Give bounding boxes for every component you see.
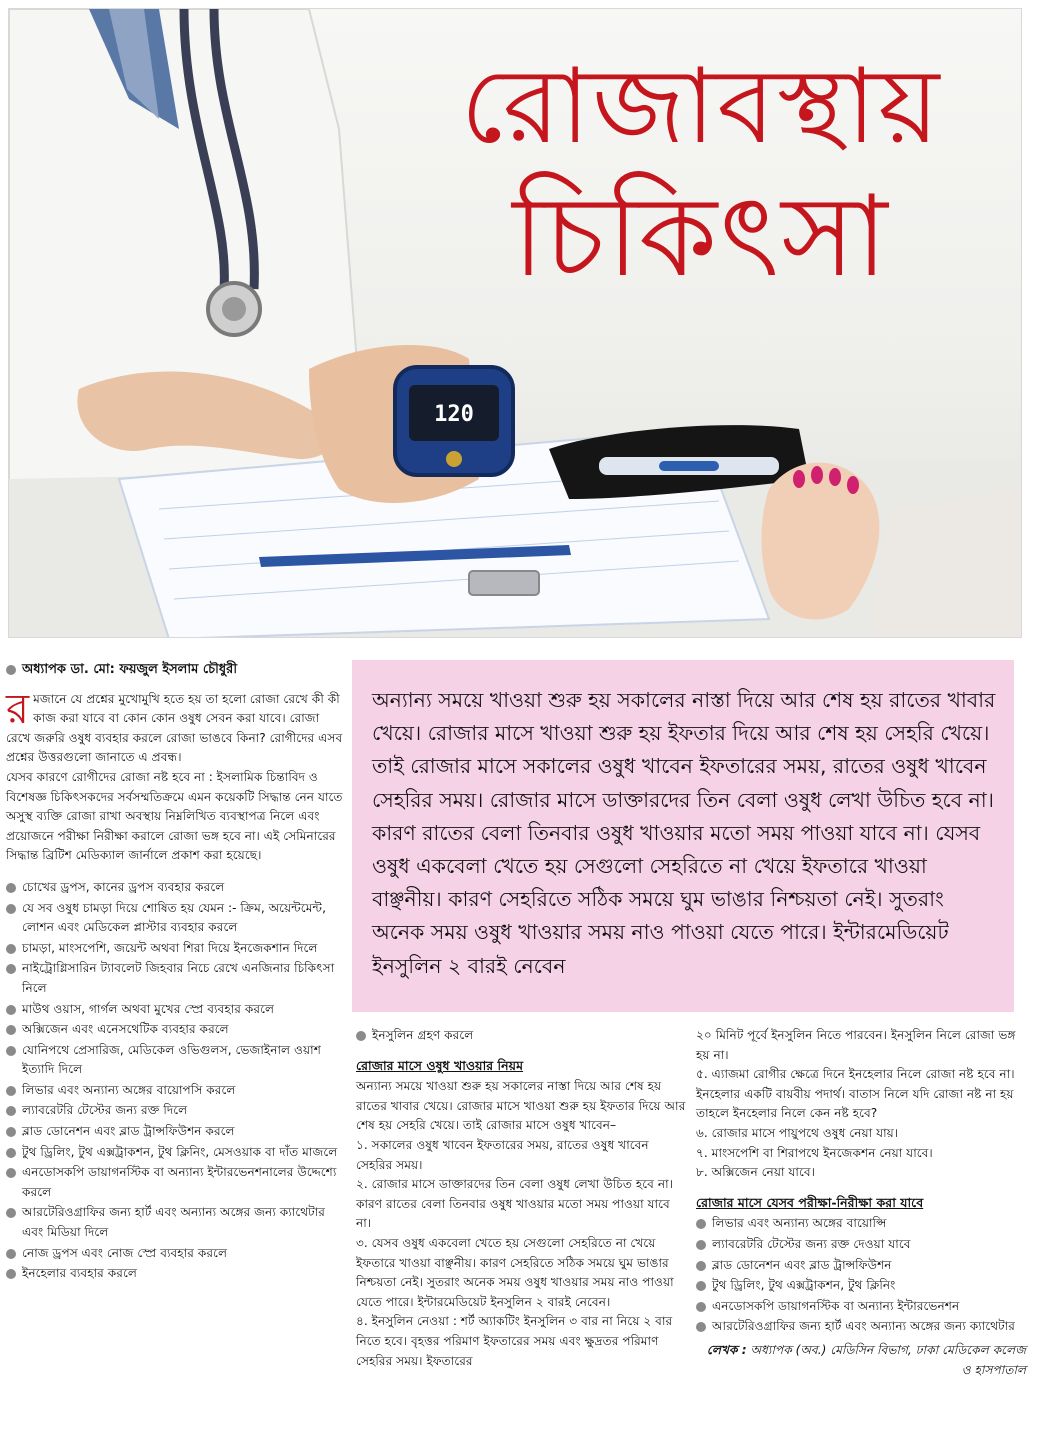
- bullet-icon: [6, 1249, 16, 1259]
- bullet-icon: [6, 1025, 16, 1035]
- headline: [421, 47, 981, 301]
- list-item-text: নোজ ড্রপস এবং নোজ স্প্রে ব্যবহার করলে: [22, 1245, 228, 1260]
- list-item-text: নাইট্রোগ্লিসারিন ট্যাবলেট জিহবার নিচে রেখে এনজিনার চিকিৎসা নিলে: [22, 961, 335, 995]
- mid-intro: অন্যান্য সময়ে খাওয়া শুরু হয় সকালের নাস্তা দিয়ে আর শেষ হয় রাতের খাবার খেয়ে। রোজার মাসে খাওয়া শুরু হয় ইফতার দিয়ে আর শেষ হয় সেহরি খেয়ে। তাই রোজার মাসে ওষুধ খাবেন–: [356, 1079, 686, 1133]
- left-column: [6, 660, 346, 1285]
- list-item: [6, 1122, 346, 1142]
- list-item-text: চোখের ড্রপস, কানের ড্রপস ব্যবহার করলে: [22, 879, 225, 894]
- list-item: [6, 939, 346, 959]
- intro-paragraph: [6, 683, 346, 768]
- list-item: [696, 1297, 1026, 1317]
- list-item: [6, 899, 346, 938]
- right-column: [696, 1026, 1026, 1380]
- right-continuation: ২০ মিনিট পূর্বে ইনসুলিন নিতে পারবেন। ইনসুলিন নিলে রোজা ভঙ্গ হয় না।: [696, 1028, 1016, 1062]
- list-item-text: অক্সিজেন এবং এনেসথেটিক ব্যবহার করলে: [22, 1022, 229, 1037]
- list-item-text: এনডোসকপি ডায়াগনস্টিক বা অন্যান্য ইন্টারভেনশনালের উদ্দেশ্যে করলে: [22, 1165, 337, 1199]
- list-item: [6, 1081, 346, 1101]
- bullet-icon: [696, 1240, 706, 1250]
- bullet-icon: [6, 904, 16, 914]
- middle-column: [356, 1026, 686, 1371]
- bullet-icon: [6, 1106, 16, 1116]
- headline-line-2: চিকিৎসা: [512, 171, 890, 302]
- list-item-text: চামড়া, মাংসপেশি, জয়েন্ট অথবা শিরা দিয়ে ইনজেকশান দিলে: [22, 940, 318, 955]
- bullet-icon: [6, 944, 16, 954]
- bullet-icon: [696, 1219, 706, 1229]
- numbered-point: ৫. এ্যাজমা রোগীর ক্ষেত্রে দিনে ইনহেলার নিলে রোজা নষ্ট হবে না। ইনহেলার একটি বায়বীয় পদার্থ। বাতাস নিলে যদি রোজা নষ্ট না হয় তাহলে ইনহেলার নিলে কেন নষ্ট হবে?: [696, 1067, 1015, 1121]
- author-credit: [696, 1341, 1026, 1380]
- numbered-point: ৬. রোজার মাসে পায়ুপথে ওষুধ নেয়া যায়।: [696, 1125, 899, 1140]
- numbered-point: ৭. মাংসপেশি বা শিরাপথে ইনজেকশন নেয়া যাবে।: [696, 1145, 933, 1160]
- right-bullet-list: [696, 1214, 1026, 1337]
- list-item-text: ব্লাড ডোনেশন এবং ব্লাড ট্রান্সফিউশন: [712, 1257, 892, 1272]
- list-item: [6, 1000, 346, 1020]
- section-heading: রোজার মাসে ওষুধ খাওয়ার নিয়ম: [356, 1057, 524, 1073]
- list-item: [6, 1163, 346, 1202]
- numbered-point: ৪. ইনসুলিন নেওয়া : শর্ট অ্যাকটিং ইনসুলিন ৩ বার না নিয়ে ২ বার নিতে হবে। বৃহত্তর পরিমাণ ইফতারের সময় এবং ক্ষুদ্রতর পরিমাণ সেহরির সময়। ইফতারের: [356, 1314, 673, 1368]
- list-item: [696, 1317, 1026, 1337]
- bullet-icon: [696, 1302, 706, 1312]
- list-item-text: ইনহেলার ব্যবহার করলে: [22, 1266, 137, 1281]
- bullet-icon: [6, 1127, 16, 1137]
- list-item-text: লিভার এবং অন্যান্য অঙ্গের বায়োপসি করলে: [22, 1082, 236, 1097]
- credit-text: অধ্যাপক (অব.) মেডিসিন বিভাগ, ঢাকা মেডিকেল কলেজ ও হাসপাতাল: [750, 1342, 1026, 1377]
- list-item-text: ল্যাবরেটরি টেস্টের জন্য রক্ত দিলে: [22, 1103, 188, 1118]
- bullet-icon: [6, 1046, 16, 1056]
- dropcap: র: [6, 683, 30, 733]
- list-item-text: আরটেরিওগ্রাফির জন্য হার্ট এবং অন্যান্য অঙ্গের জন্য ক্যাথেটার: [712, 1319, 1016, 1334]
- list-item: ইনসুলিন গ্রহণ করলে: [356, 1026, 686, 1046]
- byline: [6, 660, 346, 680]
- numbered-point: ৩. যেসব ওষুধ একবেলা খেতে হয় সেগুলো সেহরিতে না খেয়ে ইফতারে খাওয়া বাঞ্ছনীয়। কারণ সেহরিতে সঠিক সময়ে ঘুম ভাঙার নিশ্চয়তা নেই। সুতরাং অনেক সময় ওষুধ খাওয়ার সময় নাও পাওয়া যেতে পারে। ইন্টারমেডিয়েট ইনসুলিন ২ বারই নেবেন।: [356, 1235, 674, 1309]
- list-item: [6, 1143, 346, 1163]
- list-item: [6, 1101, 346, 1121]
- mid-bullet-list: [356, 1026, 686, 1046]
- intro-paragraph-2: যেসব কারণে রোগীদের রোজা নষ্ট হবে না : ইসলামিক চিন্তাবিদ ও বিশেষজ্ঞ চিকিৎসকদের সর্বসম্মতিক্রমে এমন কয়েকটি সিদ্ধান্ত নেন যাতে অসুস্থ ব্যক্তি রোজা রাখা অবস্থায় নিম্নলিখিত ব্যবস্থাপত্র নিলে এবং প্রয়োজনে পরীক্ষা নিরীক্ষা করালে রোজা ভঙ্গ হবে না। এই সেমিনারের সিদ্ধান্ত ব্রিটিশ মেডিক্যাল জার্নালে প্রকাশ করা হয়েছে।: [6, 769, 343, 863]
- bullet-icon: [6, 665, 16, 675]
- list-item-text: লিভার এবং অন্যান্য অঙ্গের বায়োপ্সি: [712, 1216, 887, 1231]
- bullet-icon: [6, 1168, 16, 1178]
- list-item-text: ল্যাবরেটরি টেস্টের জন্য রক্ত দেওয়া যাবে: [712, 1236, 911, 1251]
- bullet-icon: [356, 1031, 366, 1041]
- bullet-icon: [696, 1281, 706, 1291]
- bullet-icon: [6, 1005, 16, 1015]
- bullet-icon: [696, 1322, 706, 1332]
- list-item: [6, 1244, 346, 1264]
- list-item: [6, 1203, 346, 1242]
- credit-label: লেখক :: [706, 1342, 747, 1357]
- pull-quote-box: [352, 660, 1014, 1012]
- list-item: [696, 1214, 1026, 1234]
- author-name: অধ্যাপক ডা. মো: ফয়জুল ইসলাম চৌধুরী: [22, 662, 238, 677]
- list-item-text: টুথ ড্রিলিং, টুথ এক্সট্রাকশন, টুথ ক্লিনিং, মেসওয়াক বা দাঁত মাজলে: [22, 1144, 338, 1159]
- list-item-text: ব্লাড ডোনেশন এবং ব্লাড ট্রান্সফিউশন করলে: [22, 1124, 235, 1139]
- bullet-icon: [696, 1261, 706, 1271]
- list-item: [696, 1276, 1026, 1296]
- list-item-text: এনডোসকপি ডায়াগনস্টিক বা অন্যান্য ইন্টারভেনশন: [712, 1298, 960, 1313]
- list-item-text: আরটেরিওগ্রাফির জন্য হার্ট এবং অন্যান্য অঙ্গের জন্য ক্যাথেটার এবং মিডিয়া দিলে: [22, 1205, 326, 1240]
- bullet-icon: [6, 1269, 16, 1279]
- bullet-icon: [6, 1086, 16, 1096]
- numbered-point: ১. সকালের ওষুধ খাবেন ইফতারের সময়, রাতের ওষুধ খাবেন সেহরির সময়।: [356, 1137, 649, 1172]
- bullet-icon: [6, 964, 16, 974]
- list-item-text: মাউথ ওয়াস, গার্গল অথবা মুখের স্প্রে ব্যবহার করলে: [22, 1001, 275, 1016]
- pull-quote-text: অন্যান্য সময়ে খাওয়া শুরু হয় সকালের নাস্তা দিয়ে আর শেষ হয় রাতের খাবার খেয়ে। রোজার মাসে খাওয়া শুরু হয় ইফতার দিয়ে আর শেষ হয় সেহরি খেয়ে। তাই রোজার মাসে সকালের ওষুধ খাবেন ইফতারের সময়, রাতের ওষুধ খাবেন সেহরির সময়। রোজার মাসে ডাক্তারদের তিন বেলা ওষুধ লেখা উচিত হবে না। কারণ রাতের বেলা তিনবার ওষুধ খাওয়ার মতো সময় পাওয়া যাবে না। যেসব ওষুধ একবেলা খেতে হয় সেগুলো সেহরিতে না খেয়ে ইফতারে খাওয়া বাঞ্ছনীয়। কারণ সেহরিতে সঠিক সময়ে ঘুম ভাঙার নিশ্চয়তা নেই। সুতরাং অনেক সময় ওষুধ খাওয়ার সময় নাও পাওয়া যেতে পারে। ইন্টারমেডিয়েট ইনসুলিন ২ বারই নেবেন: [372, 688, 996, 978]
- numbered-point: ২. রোজার মাসে ডাক্তারদের তিন বেলা ওষুধ লেখা উচিত হবে না। কারণ রাতের বেলা তিনবার ওষুধ খাওয়ার মতো সময় পাওয়া যাবে না।: [356, 1177, 673, 1231]
- list-item-text: যোনিপথে প্রেসারিজ, মেডিকেল ওভিগুলস, ভেজাইনাল ওয়াশ ইত্যাদি দিলে: [22, 1042, 321, 1077]
- list-item: [6, 1020, 346, 1040]
- numbered-point: ৮. অক্সিজেন নেয়া যাবে।: [696, 1165, 816, 1180]
- list-item: [696, 1256, 1026, 1276]
- list-item: [696, 1235, 1026, 1255]
- intro-text: মজানে যে প্রশ্নের মুখোমুখি হতে হয় তা হলো রোজা রেখে কী কী কাজ করা যাবে বা কোন কোন ওষুধ সেবন করা যাবে। রোজা রেখে জরুরি ওষুধ ব্যবহার করলে রোজা ভাঙবে কিনা? রোগীদের এসব প্রশ্নের উত্তরগুলো জানাতে এ প্রবন্ধ।: [6, 691, 343, 765]
- list-item-text: টুথ ড্রিলিং, টুথ এক্সট্রাকশন, টুথ ক্লিনিং: [712, 1278, 896, 1293]
- list-item: [6, 1264, 346, 1284]
- bullet-icon: [6, 1208, 16, 1218]
- list-item: [6, 1041, 346, 1080]
- list-item-text: যে সব ওষুধ চামড়া দিয়ে শোষিত হয় যেমন :- ক্রিম, অয়েন্টমেন্ট, লোশন এবং মেডিকেল প্লাস্টার ব্যবহার করলে: [22, 900, 326, 935]
- mid-points: [356, 1136, 686, 1371]
- left-bullet-list: [6, 878, 346, 1284]
- section-heading-tests: রোজার মাসে যেসব পরীক্ষা-নিরীক্ষা করা যাবে: [696, 1194, 924, 1210]
- hero-photo: [8, 8, 1022, 638]
- bullet-icon: [6, 883, 16, 893]
- right-points: [696, 1065, 1026, 1183]
- list-item: [6, 878, 346, 898]
- meter-reading: 120: [434, 402, 474, 427]
- headline-line-1: রোজাবস্থায়: [460, 45, 942, 167]
- list-item: [6, 959, 346, 998]
- bullet-icon: [6, 1148, 16, 1158]
